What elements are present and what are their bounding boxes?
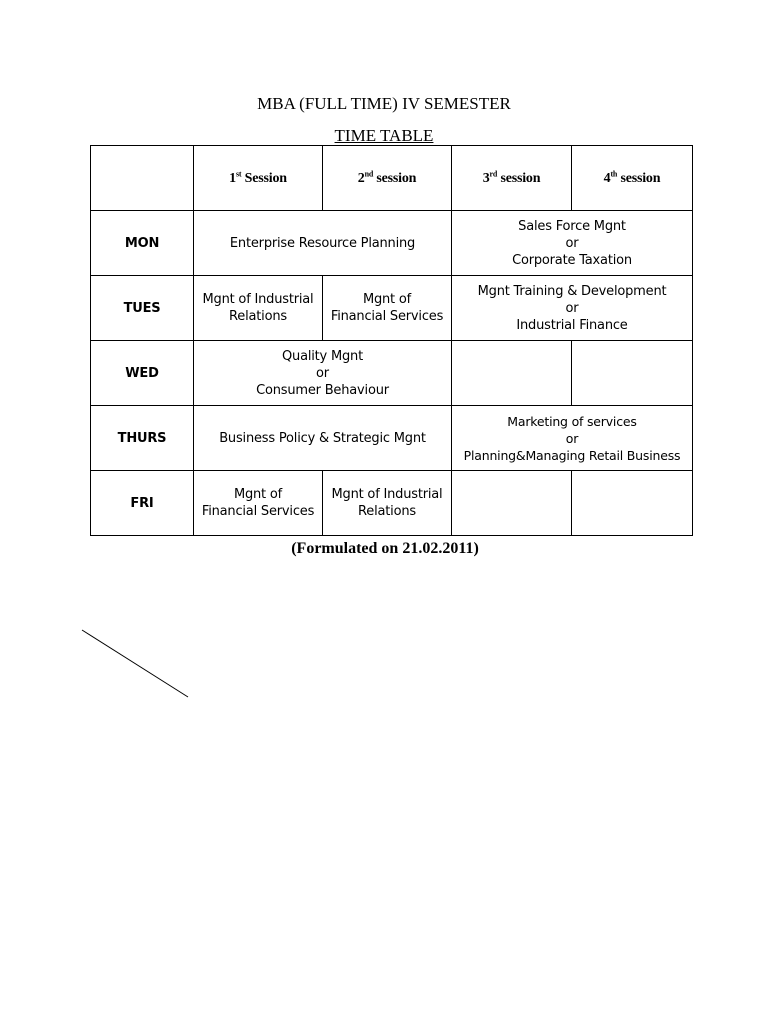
thurs-session-1-2: Business Policy & Strategic Mgnt	[194, 406, 452, 471]
mon-session-3-4: Sales Force Mgnt or Corporate Taxation	[452, 211, 693, 276]
tues-session-1: Mgnt of Industrial Relations	[194, 276, 323, 341]
pen-stroke-line	[82, 630, 188, 697]
fri-session-1: Mgnt of Financial Services	[194, 471, 323, 536]
tues-session-3-4: Mgnt Training & Development or Industrial Finance	[452, 276, 693, 341]
document-subtitle: TIME TABLE	[334, 126, 434, 145]
day-label-mon: MON	[91, 211, 194, 276]
day-label-thurs: THURS	[91, 406, 194, 471]
document-title: MBA (FULL TIME) IV SEMESTER	[257, 94, 511, 113]
day-label-fri: FRI	[91, 471, 194, 536]
formulated-date-note: (Formulated on 21.02.2011)	[291, 540, 479, 557]
header-session-3: 3rd session	[452, 146, 572, 211]
day-label-wed: WED	[91, 341, 194, 406]
mon-session-1-2: Enterprise Resource Planning	[194, 211, 452, 276]
header-session-4: 4th session	[572, 146, 693, 211]
day-label-tues: TUES	[91, 276, 194, 341]
header-session-2: 2nd session	[323, 146, 452, 211]
header-session-1: 1st Session	[194, 146, 323, 211]
thurs-session-3-4: Marketing of services or Planning&Managing Retail Business	[452, 406, 693, 471]
fri-session-2: Mgnt of Industrial Relations	[323, 471, 452, 536]
wed-session-1-2: Quality Mgnt or Consumer Behaviour	[194, 341, 452, 406]
tues-session-2: Mgnt of Financial Services	[323, 276, 452, 341]
